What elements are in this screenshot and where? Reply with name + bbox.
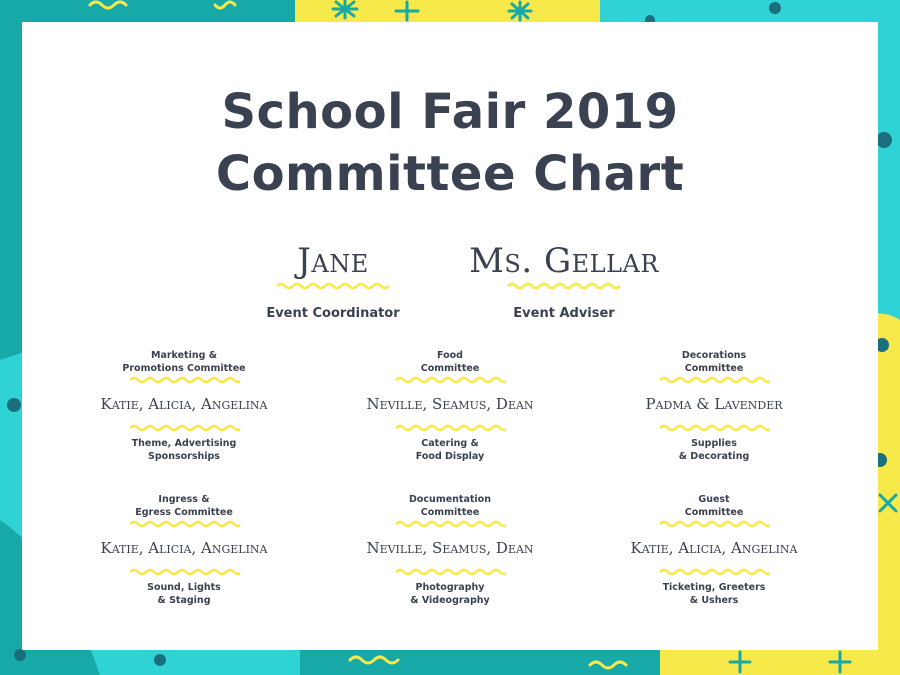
- squiggle-icon: [394, 424, 506, 432]
- leader-role: Event Adviser: [513, 306, 615, 321]
- squiggle-icon: [394, 376, 506, 384]
- committee-members: Neville, Seamus, Dean: [366, 539, 534, 557]
- committee-documentation: [330, 494, 570, 607]
- squiggle-icon: [658, 520, 770, 528]
- squiggle-icon: [128, 568, 240, 576]
- leader-coordinator: [213, 240, 453, 321]
- committee-members: Padma & Lavender: [645, 395, 783, 413]
- page-title-line1: School Fair 2019: [221, 84, 679, 140]
- committee-duties: Photography & Videography: [410, 582, 490, 606]
- committee-members: Neville, Seamus, Dean: [366, 395, 534, 413]
- squiggle-icon: [394, 568, 506, 576]
- leader-adviser: [444, 240, 684, 321]
- committee-members: Katie, Alicia, Angelina: [100, 539, 268, 557]
- squiggle-icon: [506, 282, 622, 290]
- squiggle-icon: [658, 568, 770, 576]
- committee-duties: Supplies & Decorating: [678, 438, 750, 462]
- squiggle-icon: [275, 282, 391, 290]
- committee-duties: Catering & Food Display: [415, 438, 485, 462]
- leader-role: Event Coordinator: [266, 306, 400, 321]
- committee-members: Katie, Alicia, Angelina: [100, 395, 268, 413]
- committee-decorations: [594, 350, 834, 463]
- leader-name: Ms. Gellar: [469, 241, 659, 281]
- committee-guest: [594, 494, 834, 607]
- committee-name: Food Committee: [420, 350, 480, 374]
- committee-name: Decorations Committee: [681, 350, 747, 374]
- squiggle-icon: [128, 424, 240, 432]
- committee-duties: Sound, Lights & Staging: [147, 582, 221, 606]
- leader-name: Jane: [297, 241, 369, 281]
- squiggle-icon: [658, 376, 770, 384]
- committee-name: Ingress & Egress Committee: [135, 494, 233, 518]
- squiggle-icon: [658, 424, 770, 432]
- committee-name: Guest Committee: [684, 494, 744, 518]
- committee-name: Documentation Committee: [409, 494, 491, 518]
- squiggle-icon: [128, 376, 240, 384]
- committee-duties: Ticketing, Greeters & Ushers: [662, 582, 766, 606]
- page-title-line2: Committee Chart: [215, 146, 685, 202]
- committee-members: Katie, Alicia, Angelina: [630, 539, 798, 557]
- squiggle-icon: [128, 520, 240, 528]
- committee-name: Marketing & Promotions Committee: [122, 350, 246, 374]
- squiggle-icon: [394, 520, 506, 528]
- committee-food: [330, 350, 570, 463]
- committee-marketing: [64, 350, 304, 463]
- committee-ingress: [64, 494, 304, 607]
- chart-card: [22, 22, 878, 650]
- committee-duties: Theme, Advertising Sponsorships: [131, 438, 237, 462]
